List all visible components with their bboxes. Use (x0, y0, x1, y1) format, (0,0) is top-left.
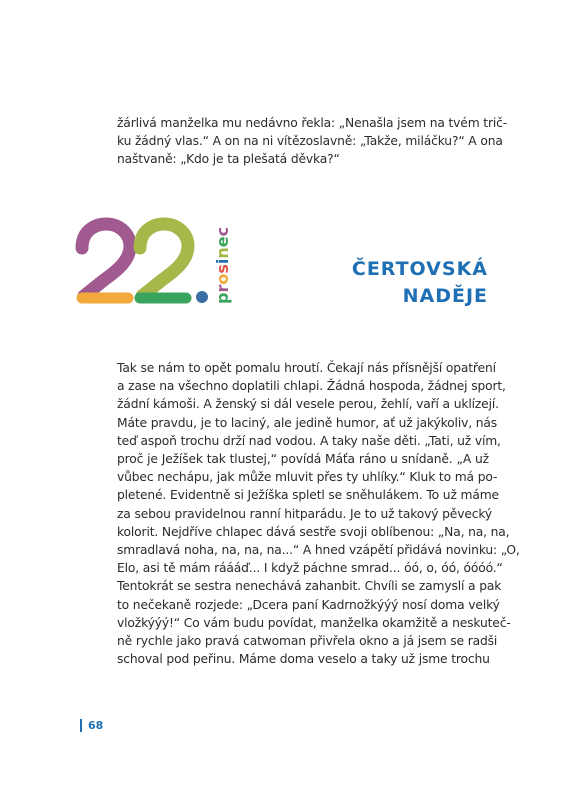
text-line: a zase na všechno doplatili chlapi. Žádná hospoda, žádnej sport, (117, 379, 506, 394)
digit-2-second (140, 224, 188, 296)
body-paragraph (117, 359, 520, 668)
text-line: proč je Ježíšek tak tlustej,“ povídá Máťa ráno u snídaně. „A už (117, 452, 489, 467)
text-line: kolorit. Nejdříve chlapec dává sestře svoji oblíbenou: „Na, na, na, (117, 524, 510, 539)
chapter-title (352, 256, 488, 310)
date-graphic (74, 216, 254, 312)
intro-paragraph (117, 114, 508, 169)
month-letter: r (213, 284, 232, 293)
page-number: 68 (80, 719, 103, 732)
text-line: za sebou pravidelnou ranní hitparádu. Je to už takový pěvecký (117, 506, 493, 521)
text-line: ně rychle jako pravá catwoman přivřela okno a já jsem se radši (117, 634, 498, 649)
text-line: žárlivá manželka mu nedávno řekla: „Nenašla jsem na tvém trič- (117, 116, 508, 130)
text-line: Elo, asi tě mám ráááď... I když páchne smrad... óó, o, óó, óóóó.“ (117, 561, 503, 576)
text-line: vůbec nechápu, jak může mluvit přes ty uhlíky.“ Kluk to má po- (117, 470, 498, 485)
text-line: to nečekaně rozjede: „Dcera paní Kadrnožkýýý nosí doma velký (117, 597, 500, 612)
text-line: Máte pravdu, je to laciný, ale jedině humor, ať už jakýkoliv, nás (117, 415, 498, 430)
month-letter: i (213, 258, 232, 265)
text-line: schoval pod peřinu. Máme doma veselo a taky už jsme trochu (117, 652, 490, 667)
text-line: smradlavá noha, na, na, na...“ A hned vzápětí přidává novinku: „O, (117, 543, 520, 558)
text-line: vložkýýý!“ Co vám budu povídat, manželka okamžitě a neskuteč- (117, 615, 511, 630)
text-line: naštvaně: „Kdo je ta plešatá děvka?“ (117, 152, 340, 167)
text-line: ku žádný vlas.“ A on na ni vítězoslavně: „Takže, miláčku?“ A ona (117, 134, 503, 149)
month-letter: p (213, 292, 232, 304)
text-line: žádní kámoši. A ženský si dál vesele perou, žehlí, vaří a uklízejí. (117, 397, 499, 412)
month-letter: o (213, 273, 232, 285)
month-letter: n (213, 247, 232, 259)
chapter-title-line-2: NADĚJE (402, 285, 488, 307)
chapter-title-line-1: ČERTOVSKÁ (351, 258, 488, 280)
text-line: teď aspoň trochu drží nad vodou. A taky naše děti. „Tati, už vím, (117, 433, 501, 448)
month-letter: s (213, 264, 232, 274)
digit-2-first (82, 224, 130, 296)
month-letter: c (213, 226, 232, 237)
text-line: pletené. Evidentně si Ježíška spletl se sněhulákem. To už máme (117, 488, 499, 503)
month-label (213, 227, 232, 304)
month-letter: e (213, 236, 232, 248)
text-line: Tak se nám to opět pomalu hroutí. Čekají nás přísnější opatření (117, 361, 496, 375)
text-line: Tentokrát se sestra nenechává zahanbit. Chvíli se zamyslí a pak (117, 579, 502, 594)
date-dot (196, 291, 208, 303)
